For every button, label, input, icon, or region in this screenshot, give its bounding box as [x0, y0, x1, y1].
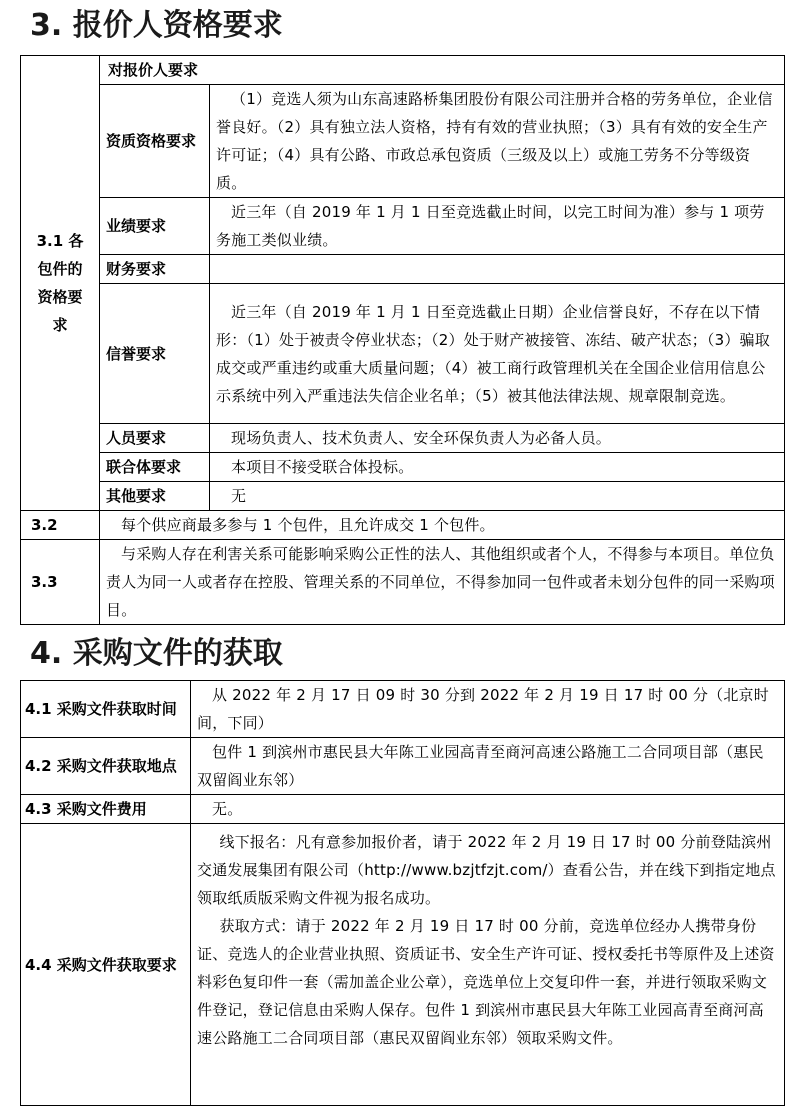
- acquisition-requirements-text: [191, 824, 785, 1106]
- document-fee-text: 无。: [191, 795, 785, 824]
- credit-text: 近三年（自 2019 年 1 月 1 日至竞选截止日期）企业信誉良好，不存在以下情形：（1）处于被责令停业状态；（2）处于财产被接管、冻结、破产状态；（3）骗取成交或严重违约或重大质量问题；（4）被工商行政管理机关在全国企业信用信息公示系统中列入严重违法失信企业名单；（5）被其他法律法规、规章限制竞选。: [210, 284, 785, 424]
- package-qualification-label: 3.1 各包件的资格要求: [21, 56, 100, 511]
- qualification-table: [20, 55, 785, 625]
- consortium-text: 本项目不接受联合体投标。: [210, 453, 785, 482]
- credit-label: 信誉要求: [100, 284, 210, 424]
- performance-label: 业绩要求: [100, 198, 210, 255]
- acquisition-method-paragraph: 获取方式：请于 2022 年 2 月 19 日 17 时 00 分前，竞选单位经办人携带身份证、竞选人的企业营业执照、资质证书、安全生产许可证、授权委托书等原件及上述资料彩色复印件一套（需加盖企业公章），竞选单位上交复印件一套，并进行领取采购文件登记，登记信息由采购人保存。包件 1 到滨州市惠民县大年陈工业园高青至商河高速公路施工二合同项目部（惠民双留阎业东邻）领取采购文件。: [197, 917, 775, 1047]
- acquisition-location-label: 4.2 采购文件获取地点: [21, 738, 191, 795]
- offline-registration-paragraph: 线下报名：凡有意参加报价者，请于 2022 年 2 月 19 日 17 时 00 分前登陆滨州交通发展集团有限公司（http://www.bzjtfzjt.com/）查看公告，并在线下到指定地点领取纸质版采购文件视为报名成功。: [197, 833, 776, 907]
- consortium-label: 联合体要求: [100, 453, 210, 482]
- other-label: 其他要求: [100, 482, 210, 511]
- personnel-text: 现场负责人、技术负责人、安全环保负责人为必备人员。: [210, 424, 785, 453]
- document-acquisition-table: [20, 680, 785, 1106]
- finance-text: [210, 255, 785, 284]
- clause-3-3-text: 与采购人存在利害关系可能影响采购公正性的法人、其他组织或者个人，不得参与本项目。单位负责人为同一人或者存在控股、管理关系的不同单位，不得参加同一包件或者未划分包件的同一采购项目。: [100, 540, 785, 625]
- acquisition-time-label: 4.1 采购文件获取时间: [21, 681, 191, 738]
- performance-text: 近三年（自 2019 年 1 月 1 日至竞选截止时间，以完工时间为准）参与 1 项劳务施工类似业绩。: [210, 198, 785, 255]
- acquisition-requirements-label: 4.4 采购文件获取要求: [21, 824, 191, 1106]
- section-3-title: 3. 报价人资格要求: [30, 8, 283, 43]
- acquisition-location-text: 包件 1 到滨州市惠民县大年陈工业园高青至商河高速公路施工二合同项目部（惠民双留阎业东邻）: [191, 738, 785, 795]
- clause-3-2-label: 3.2: [21, 511, 100, 540]
- bidder-requirements-header: 对报价人要求: [100, 56, 785, 85]
- clause-3-3-label: 3.3: [21, 540, 100, 625]
- qualification-text: （1）竞选人须为山东高速路桥集团股份有限公司注册并合格的劳务单位，企业信誉良好。（2）具有独立法人资格，持有有效的营业执照；（3）具有有效的安全生产许可证；（4）具有公路、市政总承包资质（三级及以上）或施工劳务不分等级资质。: [210, 85, 785, 198]
- clause-3-2-text: 每个供应商最多参与 1 个包件，且允许成交 1 个包件。: [100, 511, 785, 540]
- personnel-label: 人员要求: [100, 424, 210, 453]
- other-text: 无: [210, 482, 785, 511]
- qualification-label: 资质资格要求: [100, 85, 210, 198]
- section-4-title: 4. 采购文件的获取: [30, 636, 283, 671]
- finance-label: 财务要求: [100, 255, 210, 284]
- document-fee-label: 4.3 采购文件费用: [21, 795, 191, 824]
- acquisition-time-text: 从 2022 年 2 月 17 日 09 时 30 分到 2022 年 2 月 19 日 17 时 00 分（北京时间，下同）: [191, 681, 785, 738]
